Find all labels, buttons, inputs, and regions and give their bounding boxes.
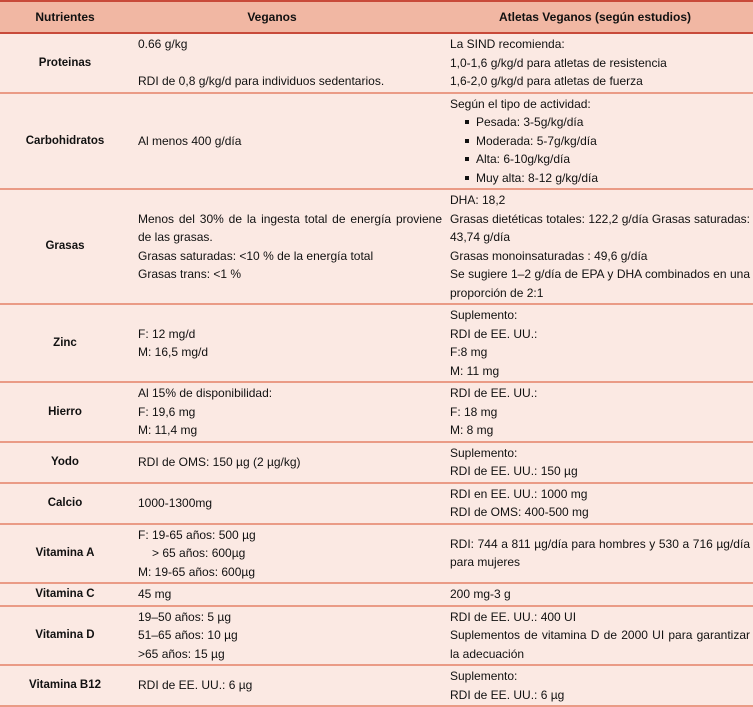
row-zinc: [0, 304, 753, 382]
veganos-cell: [130, 483, 448, 524]
atletas-cell: [448, 524, 753, 584]
cell-line: Suplemento:: [450, 308, 518, 322]
atletas-cell: [448, 583, 753, 606]
header-veganos: Veganos: [130, 1, 448, 33]
veganos-cell: [130, 583, 448, 606]
cell-line: 45 mg: [138, 587, 172, 601]
cell-line: >65 años: 15 µg: [138, 646, 225, 661]
row-vitamina-d: [0, 606, 753, 666]
cell-line: RDI de EE. UU.: 6 µg: [450, 687, 565, 702]
cell-line: 1,0-1,6 g/kg/d para atletas de resistencia: [450, 55, 667, 70]
cell-line: Menos del 30% de la ingesta total de energía proviene de las grasas.: [138, 211, 442, 244]
veganos-cell: [130, 524, 448, 584]
row-grasas: [0, 189, 753, 304]
row-proteinas: [0, 33, 753, 93]
nutrient-name: Proteinas: [0, 33, 130, 93]
row-vitamina-a: [0, 524, 753, 584]
atletas-cell: [448, 442, 753, 483]
row-hierro: [0, 382, 753, 442]
cell-line: La SIND recomienda:: [450, 37, 565, 51]
cell-line: 1,6-2,0 g/kg/d para atletas de fuerza: [450, 74, 643, 88]
cell-line: M: 8 mg: [450, 423, 494, 437]
nutrient-name: Zinc: [0, 304, 130, 382]
cell-line: RDI de 0,8 g/kg/d para individuos sedentarios.: [138, 74, 385, 88]
row-yodo: [0, 442, 753, 483]
cell-line: > 65 años: 600µg: [152, 546, 246, 560]
cell-line: F: 18 mg: [450, 404, 498, 419]
nutrient-name: Yodo: [0, 442, 130, 483]
list-item: Muy alta: 8-12 g/kg/día: [464, 169, 750, 188]
atletas-cell: [448, 304, 753, 382]
row-calcio: [0, 483, 753, 524]
cell-line: RDI de OMS: 150 µg (2 µg/kg): [138, 454, 301, 469]
cell-line: Grasas trans: <1 %: [138, 267, 242, 281]
cell-line: 0.66 g/kg: [138, 37, 188, 51]
cell-line: M: 16,5 mg/d: [138, 345, 209, 359]
list-item: Pesada: 3-5g/kg/día: [464, 113, 750, 132]
cell-line: F:8 mg: [450, 345, 488, 359]
cell-line: Se sugiere 1–2 g/día de EPA y DHA combinados en una proporción de 2:1: [450, 267, 750, 300]
atletas-cell: [448, 606, 753, 666]
veganos-cell: [130, 33, 448, 93]
cell-line: F: 12 mg/d: [138, 326, 196, 341]
cell-line: M: 19-65 años: 600µg: [138, 564, 255, 579]
row-vitamina-b12: [0, 665, 753, 706]
veganos-cell: [130, 189, 448, 304]
cell-line: Suplementos de vitamina D de 2000 UI para garantizar la adecuación: [450, 628, 750, 661]
atletas-cell: [448, 483, 753, 524]
activity-list: [450, 113, 750, 187]
veganos-cell: [130, 665, 448, 706]
veganos-cell: [130, 93, 448, 190]
cell-line: F: 19,6 mg: [138, 404, 196, 419]
header-nutrientes: Nutrientes: [0, 1, 130, 33]
atletas-cell: [448, 382, 753, 442]
cell-line: F: 19-65 años: 500 µg: [138, 527, 256, 542]
nutrient-name: Vitamina A: [0, 524, 130, 584]
cell-line: Suplemento:: [450, 445, 518, 460]
cell-line: Grasas monoinsaturadas : 49,6 g/día: [450, 248, 648, 263]
cell-line: RDI de EE. UU.:: [450, 326, 538, 341]
header-atletas: Atletas Veganos (según estudios): [448, 1, 753, 33]
cell-line: M: 11 mg: [450, 363, 500, 378]
cell-line: RDI de EE. UU.:: [450, 386, 538, 400]
cell-line: RDI de EE. UU.: 6 µg: [138, 678, 253, 693]
row-vitamina-c: [0, 583, 753, 606]
nutrient-name: Calcio: [0, 483, 130, 524]
header-row: [0, 1, 753, 33]
cell-line: RDI de EE. UU.: 400 UI: [450, 609, 577, 624]
cell-line: Suplemento:: [450, 669, 518, 683]
veganos-cell: [130, 304, 448, 382]
cell-line: 19–50 años: 5 µg: [138, 609, 231, 624]
veganos-cell: [130, 606, 448, 666]
cell-line: Al 15% de disponibilidad:: [138, 386, 273, 400]
cell-line: Según el tipo de actividad:: [450, 96, 591, 111]
nutrient-name: Vitamina C: [0, 583, 130, 606]
cell-line: Grasas dietéticas totales: 122,2 g/día Grasas saturadas: 43,74 g/día: [450, 211, 750, 244]
atletas-cell: [448, 665, 753, 706]
cell-line: RDI en EE. UU.: 1000 mg: [450, 486, 588, 501]
list-item: Moderada: 5-7g/kg/día: [464, 132, 750, 151]
cell-line: RDI: 744 a 811 µg/día para hombres y 530 a 716 µg/día para mujeres: [450, 536, 750, 570]
veganos-cell: [130, 442, 448, 483]
list-item: Alta: 6-10g/kg/día: [464, 150, 750, 169]
nutrient-name: Vitamina B12: [0, 665, 130, 706]
nutrient-name: Grasas: [0, 189, 130, 304]
cell-line: RDI de EE. UU.: 150 µg: [450, 464, 578, 478]
cell-line: 1000-1300mg: [138, 495, 213, 510]
cell-line: 200 mg-3 g: [450, 587, 511, 601]
nutrient-name: Vitamina D: [0, 606, 130, 666]
atletas-cell: [448, 93, 753, 190]
nutrient-name: Hierro: [0, 382, 130, 442]
cell-line: RDI de OMS: 400-500 mg: [450, 505, 589, 519]
cell-line: Grasas saturadas: <10 % de la energía total: [138, 248, 374, 263]
veganos-cell: [130, 382, 448, 442]
nutrient-name: Carbohidratos: [0, 93, 130, 190]
cell-line: 51–65 años: 10 µg: [138, 628, 238, 642]
cell-line: M: 11,4 mg: [138, 423, 198, 437]
cell-line: Al menos 400 g/día: [138, 133, 242, 148]
cell-line: DHA: 18,2: [450, 193, 506, 207]
atletas-cell: [448, 33, 753, 93]
row-carbohidratos: [0, 93, 753, 190]
atletas-cell: [448, 189, 753, 304]
